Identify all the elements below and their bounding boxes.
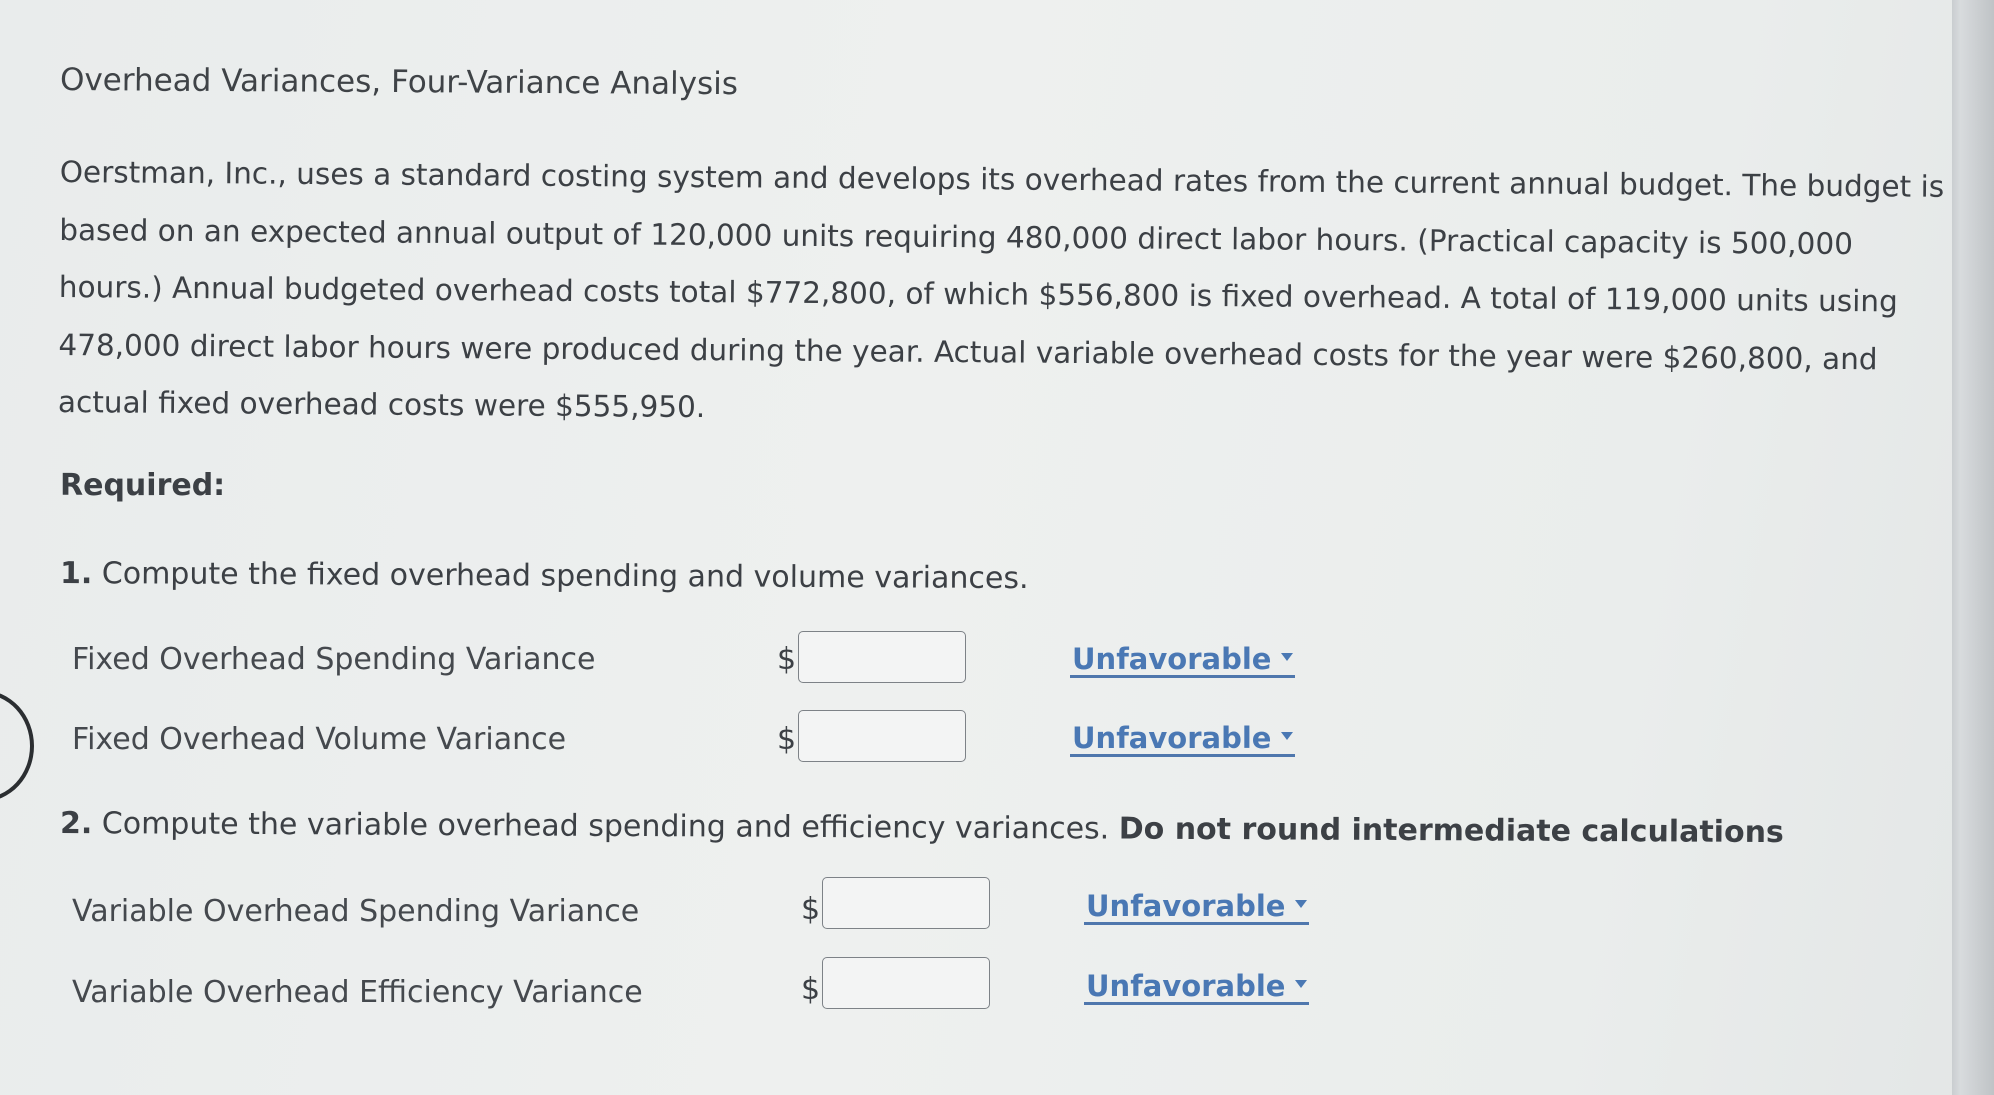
variable-efficiency-label: Variable Overhead Efficiency Variance [72,975,643,1010]
fixed-spending-label: Fixed Overhead Spending Variance [72,642,596,677]
question-2-prompt [60,806,1784,850]
select-value: Unfavorable [1072,721,1272,755]
problem-description [57,144,1945,446]
description-line: 478,000 direct labor hours were produced during the year. Actual variable overhead costs for the year were $260,800, and [58,327,1878,376]
required-heading: Required: [60,468,226,503]
currency-symbol: $ [777,642,797,677]
fixed-spending-favorability-select[interactable] [1070,643,1295,678]
screen-edge-decoration [0,690,34,802]
select-value: Unfavorable [1086,969,1286,1003]
fixed-volume-favorability-select[interactable] [1070,722,1295,757]
select-value: Unfavorable [1086,889,1286,923]
currency-symbol: $ [801,972,821,1007]
variable-spending-label: Variable Overhead Spending Variance [72,894,640,929]
question-text: Compute the fixed overhead spending and volume variances. [101,556,1029,597]
description-line: Oerstman, Inc., uses a standard costing system and develops its overhead rates from the current annual budget. The budget is [59,154,1945,204]
variable-spending-amount-input[interactable] [822,877,990,929]
question-text: Compute the variable overhead spending and efficiency variances. [101,806,1110,847]
currency-symbol: $ [801,892,821,927]
description-line: hours.) Annual budgeted overhead costs total $772,800, of which $556,800 is fixed overhead. A total of 119,000 units using [58,269,1898,319]
question-1-prompt [60,556,1029,596]
problem-title: Overhead Variances, Four-Variance Analysis [59,62,739,103]
question-number: 1. [59,556,93,592]
chevron-down-icon [1281,732,1293,740]
variable-efficiency-amount-input[interactable] [822,957,990,1009]
fixed-volume-amount-input[interactable] [798,710,966,762]
question-number: 2. [59,806,93,842]
variable-spending-favorability-select[interactable] [1084,890,1309,925]
description-line: actual fixed overhead costs were $555,950. [57,384,706,425]
variable-efficiency-favorability-select[interactable] [1084,970,1309,1005]
chevron-down-icon [1281,653,1293,661]
select-value: Unfavorable [1072,642,1272,676]
description-line: based on an expected annual output of 120,000 units requiring 480,000 direct labor hours. (Practical capacity is 500,000 [59,212,1854,261]
window-scrollbar[interactable] [1952,0,1994,1095]
chevron-down-icon [1295,980,1307,988]
chevron-down-icon [1295,900,1307,908]
fixed-volume-label: Fixed Overhead Volume Variance [72,722,567,757]
currency-symbol: $ [777,722,797,757]
question-instruction: Do not round intermediate calculations [1118,811,1784,851]
fixed-spending-amount-input[interactable] [798,631,966,683]
